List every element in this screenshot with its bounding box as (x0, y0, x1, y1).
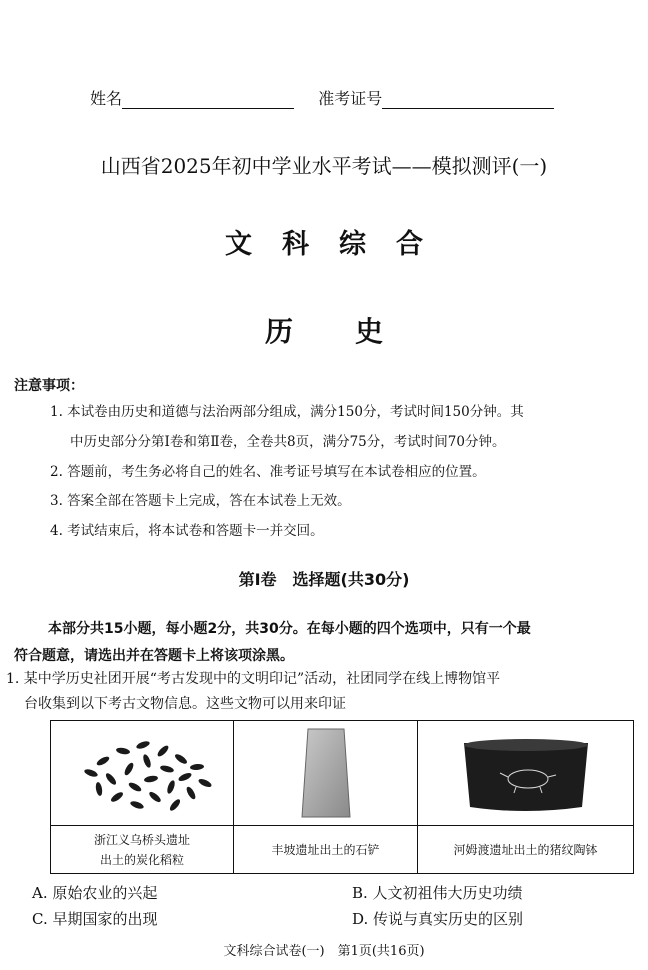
name-label: 姓名 (90, 89, 123, 108)
artifact-table (50, 720, 634, 874)
artifact-caption (234, 827, 417, 873)
artifact-cell (51, 721, 234, 873)
stone-spade-image (234, 721, 417, 826)
part-instructions: 符合题意，请选出并在答题卡上将该项涂黑。 (14, 648, 294, 664)
option-b[interactable]: B. 人文初祖伟大历史功绩 (352, 884, 523, 902)
part-title: 第Ⅰ卷 选择题(共30分) (238, 570, 410, 589)
caption-line: 丰坡遗址出土的石铲 (271, 843, 380, 857)
subject-title: 文科综合 (225, 229, 453, 260)
notice-heading: 注意事项： (14, 378, 84, 394)
artifact-cell (234, 721, 418, 873)
name-blank[interactable] (122, 92, 294, 109)
notice-item: 4. 考试结束后，将本试卷和答题卡一并交回。 (50, 523, 324, 539)
option-d[interactable]: D. 传说与真实历史的区别 (352, 910, 524, 928)
candidate-info-line (90, 86, 554, 109)
option-c[interactable]: C. 早期国家的出现 (32, 910, 158, 928)
option-a[interactable]: A. 原始农业的兴起 (32, 884, 158, 902)
page-footer: 文科综合试卷(一) 第1页(共16页) (223, 944, 425, 959)
pig-pattern-pottery-image (418, 721, 633, 826)
artifact-caption (418, 827, 633, 873)
artifact-cell (418, 721, 633, 873)
artifact-caption (51, 827, 233, 873)
id-label: 准考证号 (318, 89, 383, 108)
id-blank[interactable] (382, 92, 554, 109)
exam-title: 山西省2025年初中学业水平考试——模拟测评(一) (100, 154, 548, 178)
notice-item: 3. 答案全部在答题卡上完成，答在本试卷上无效。 (50, 493, 351, 509)
caption-line: 河姆渡遗址出土的猪纹陶钵 (453, 843, 598, 857)
notice-item: 中历史部分分第Ⅰ卷和第Ⅱ卷，全卷共8页，满分75分，考试时间70分钟。 (70, 434, 506, 450)
question-stem: 1. 某中学历史社团开展“考古发现中的文明印记”活动，社团同学在线上博物馆平 (6, 671, 501, 687)
question-stem: 台收集到以下考古文物信息。这些文物可以用来印证 (24, 696, 346, 712)
caption-line: 出土的炭化稻粒 (99, 853, 184, 867)
part-instructions: 本部分共15小题，每小题2分，共30分。在每小题的四个选项中，只有一个最 (48, 621, 531, 637)
notice-item: 2. 答题前，考生务必将自己的姓名、准考证号填写在本试卷相应的位置。 (50, 464, 486, 480)
section-title: 历史 (264, 315, 445, 348)
carbonized-rice-image (51, 721, 233, 826)
caption-line: 浙江义乌桥头遗址 (93, 833, 190, 847)
notice-item: 1. 本试卷由历史和道德与法治两部分组成，满分150分，考试时间150分钟。其 (50, 404, 524, 420)
